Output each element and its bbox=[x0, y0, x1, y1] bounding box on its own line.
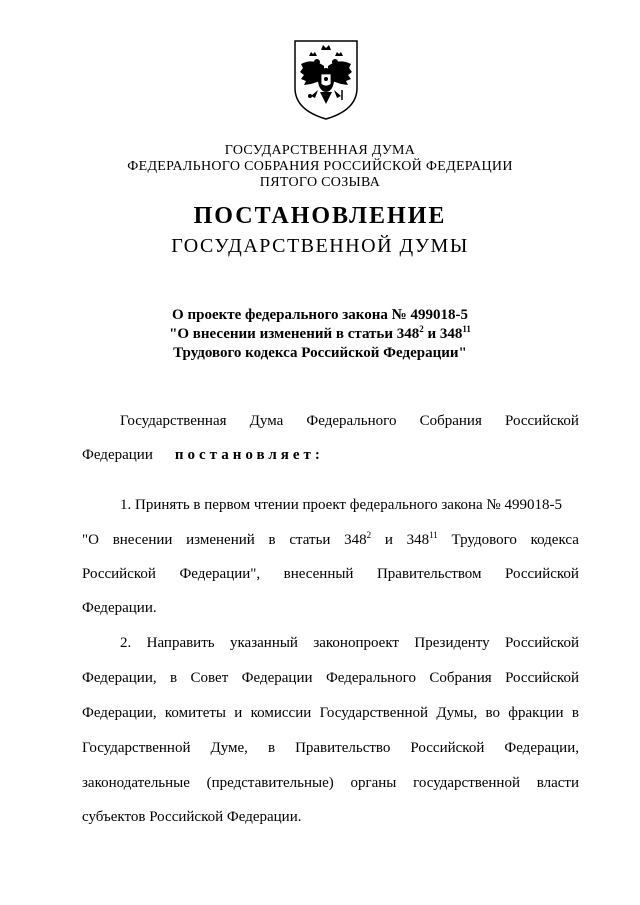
preamble-line-2: Федерации постановляет: bbox=[82, 447, 324, 463]
subject-line-1: О проекте федерального закона № 499018-5 bbox=[172, 307, 468, 323]
convocation-line: ПЯТОГО СОЗЫВА bbox=[259, 175, 381, 190]
document-issuer-subtitle: ГОСУДАРСТВЕННОЙ ДУМЫ bbox=[171, 235, 469, 257]
org-name-line-2: ФЕДЕРАЛЬНОГО СОБРАНИЯ РОССИЙСКОЙ ФЕДЕРАЦИИ bbox=[127, 159, 513, 174]
org-name-line-1: ГОСУДАРСТВЕННАЯ ДУМА bbox=[224, 143, 416, 158]
paragraph-2-line-2: Федерации, в Совет Федерации Федерального Собрания Российской bbox=[82, 670, 579, 686]
paragraph-1-line-3: Российской Федерации", внесенный Правительством Российской bbox=[82, 566, 579, 582]
paragraph-2-line-3: Федерации, комитеты и комиссии Государственной Думы, во фракции в bbox=[82, 705, 579, 721]
subject-line-2: "О внесении изменений в статьи $348^2$ и $348^{11}$ bbox=[169, 324, 471, 342]
document-type-title: ПОСТАНОВЛЕНИЕ bbox=[193, 203, 447, 229]
paragraph-1-line-4: Федерации. bbox=[82, 600, 157, 616]
preamble-line-1: Государственная Дума Федерального Собрания Российской bbox=[120, 413, 579, 429]
paragraph-2-line-1: 2. Направить указанный законопроект Президенту Российской bbox=[120, 635, 579, 651]
paragraph-1-line-1: 1. Принять в первом чтении проект федерального закона № 499018-5 bbox=[120, 497, 562, 513]
paragraph-1-line-2: "О внесении изменений в статьи $348^2$ и $348^{11}$ Трудового кодекса bbox=[82, 530, 579, 548]
paragraph-2-line-6: субъектов Российской Федерации. bbox=[82, 809, 302, 825]
coat-of-arms-emblem-icon bbox=[291, 38, 361, 122]
paragraph-2-line-4: Государственной Думе, в Правительство Российской Федерации, bbox=[82, 740, 579, 756]
subject-line-3: Трудового кодекса Российской Федерации" bbox=[173, 345, 467, 361]
paragraph-2-line-5: законодательные (представительные) органы государственной власти bbox=[82, 775, 579, 791]
resolves-word: постановляет: bbox=[174, 447, 324, 463]
